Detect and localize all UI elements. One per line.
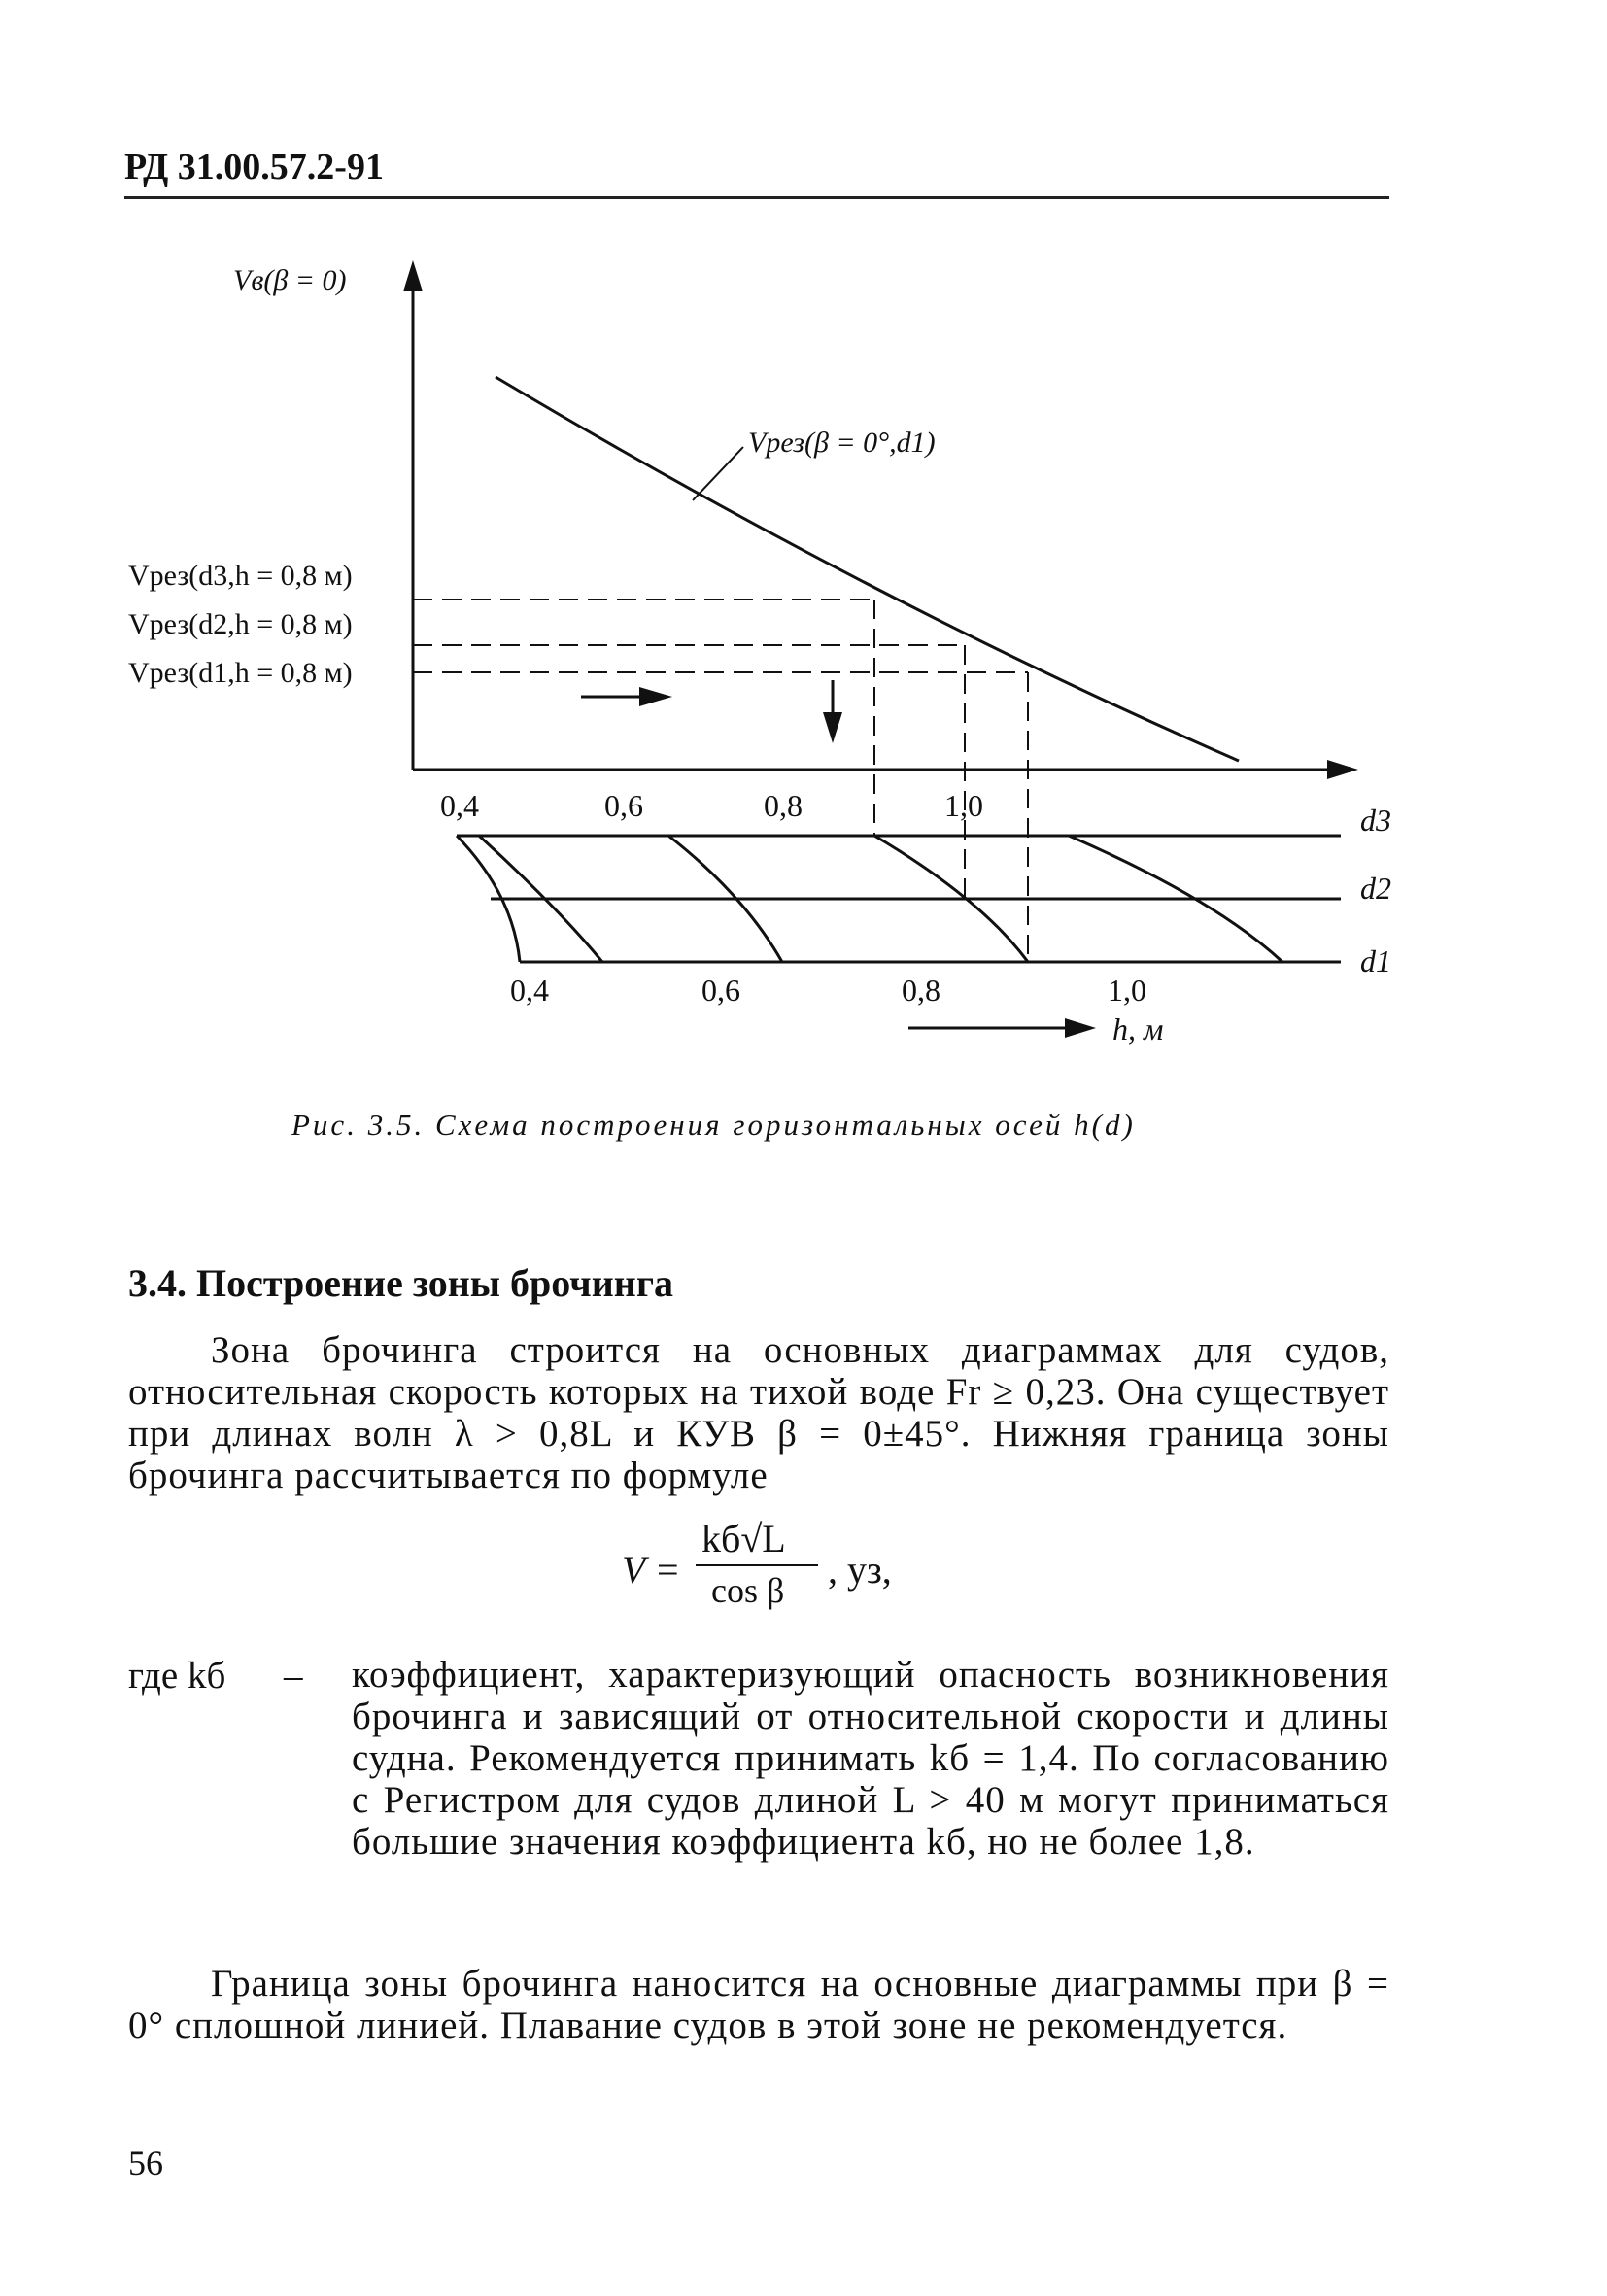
x-axis-arrow [1327,760,1358,779]
top-tick-04: 0,4 [440,788,479,823]
figure-caption: Рис. 3.5. Схема построения горизонтальных осей h(d) [291,1108,1136,1142]
formula-lhs: V [622,1548,646,1592]
h-arrow-head [1065,1018,1096,1038]
bottom-tick-06: 0,6 [701,973,740,1008]
definition-text: коэффициент, характеризующий опасность возникновения брочинга и зависящий от относительной скорости и длины судна. Рекомендуется принимать kб = 1,4. По согласованию с Регистром для судов длиной L > 40 м могут приниматься большие значения коэффициента kб, но не более 1,8. [352,1654,1389,1863]
y-axis-arrow [403,260,423,291]
axis-name-d3: d3 [1360,803,1391,838]
page-number: 56 [128,2143,163,2182]
left-label-d3: Vрез(d3,h = 0,8 м) [128,560,353,592]
bottom-tick-08: 0,8 [902,973,940,1008]
formula [622,1516,972,1632]
right-arrow-head [639,687,672,706]
top-tick-10: 1,0 [944,788,983,823]
fraction-bar [696,1564,818,1566]
paragraph-1: Зона брочинга строится на основных диаграммах для судов, относительная скорость которых на тихой воде Fr ≥ 0,23. Она существует при длинах волн λ > 0,8L и КУВ β = 0±45°. Нижняя граница зоны брочинга рассчитывается по формуле [128,1329,1389,1496]
left-label-d2: Vрез(d2,h = 0,8 м) [128,608,353,640]
curve-label-leader [693,447,743,500]
paragraph-2: Граница зоны брочинга наносится на основные диаграммы при β = 0° сплошной линией. Плавание судов в этой зоне не рекомендуется. [128,1963,1389,2046]
formula-denominator: cos β [711,1571,785,1610]
h-axis-label: h, м [1112,1011,1164,1046]
formula-unit: , уз, [828,1548,892,1592]
curve-label: Vрез(β = 0°,d1) [748,427,936,459]
down-arrow-head [823,712,842,743]
bottom-tick-04: 0,4 [510,973,549,1008]
y-axis-label: Vв(β = 0) [233,264,347,296]
formula-eq: = [657,1548,679,1592]
top-tick-08: 0,8 [764,788,803,823]
top-tick-06: 0,6 [604,788,643,823]
definition-term: где kб [128,1655,226,1696]
figure-hd-axes [0,0,1607,1098]
formula-numerator: kб√L [701,1517,786,1560]
section-title: 3.4. Построение зоны брочинга [128,1261,673,1305]
left-label-d1: Vрез(d1,h = 0,8 м) [128,657,353,689]
document-code: РД 31.00.57.2-91 [124,147,384,188]
bottom-tick-10: 1,0 [1108,973,1146,1008]
axis-name-d1: d1 [1360,943,1391,978]
definition-dash: – [284,1655,303,1696]
axis-name-d2: d2 [1360,871,1391,906]
